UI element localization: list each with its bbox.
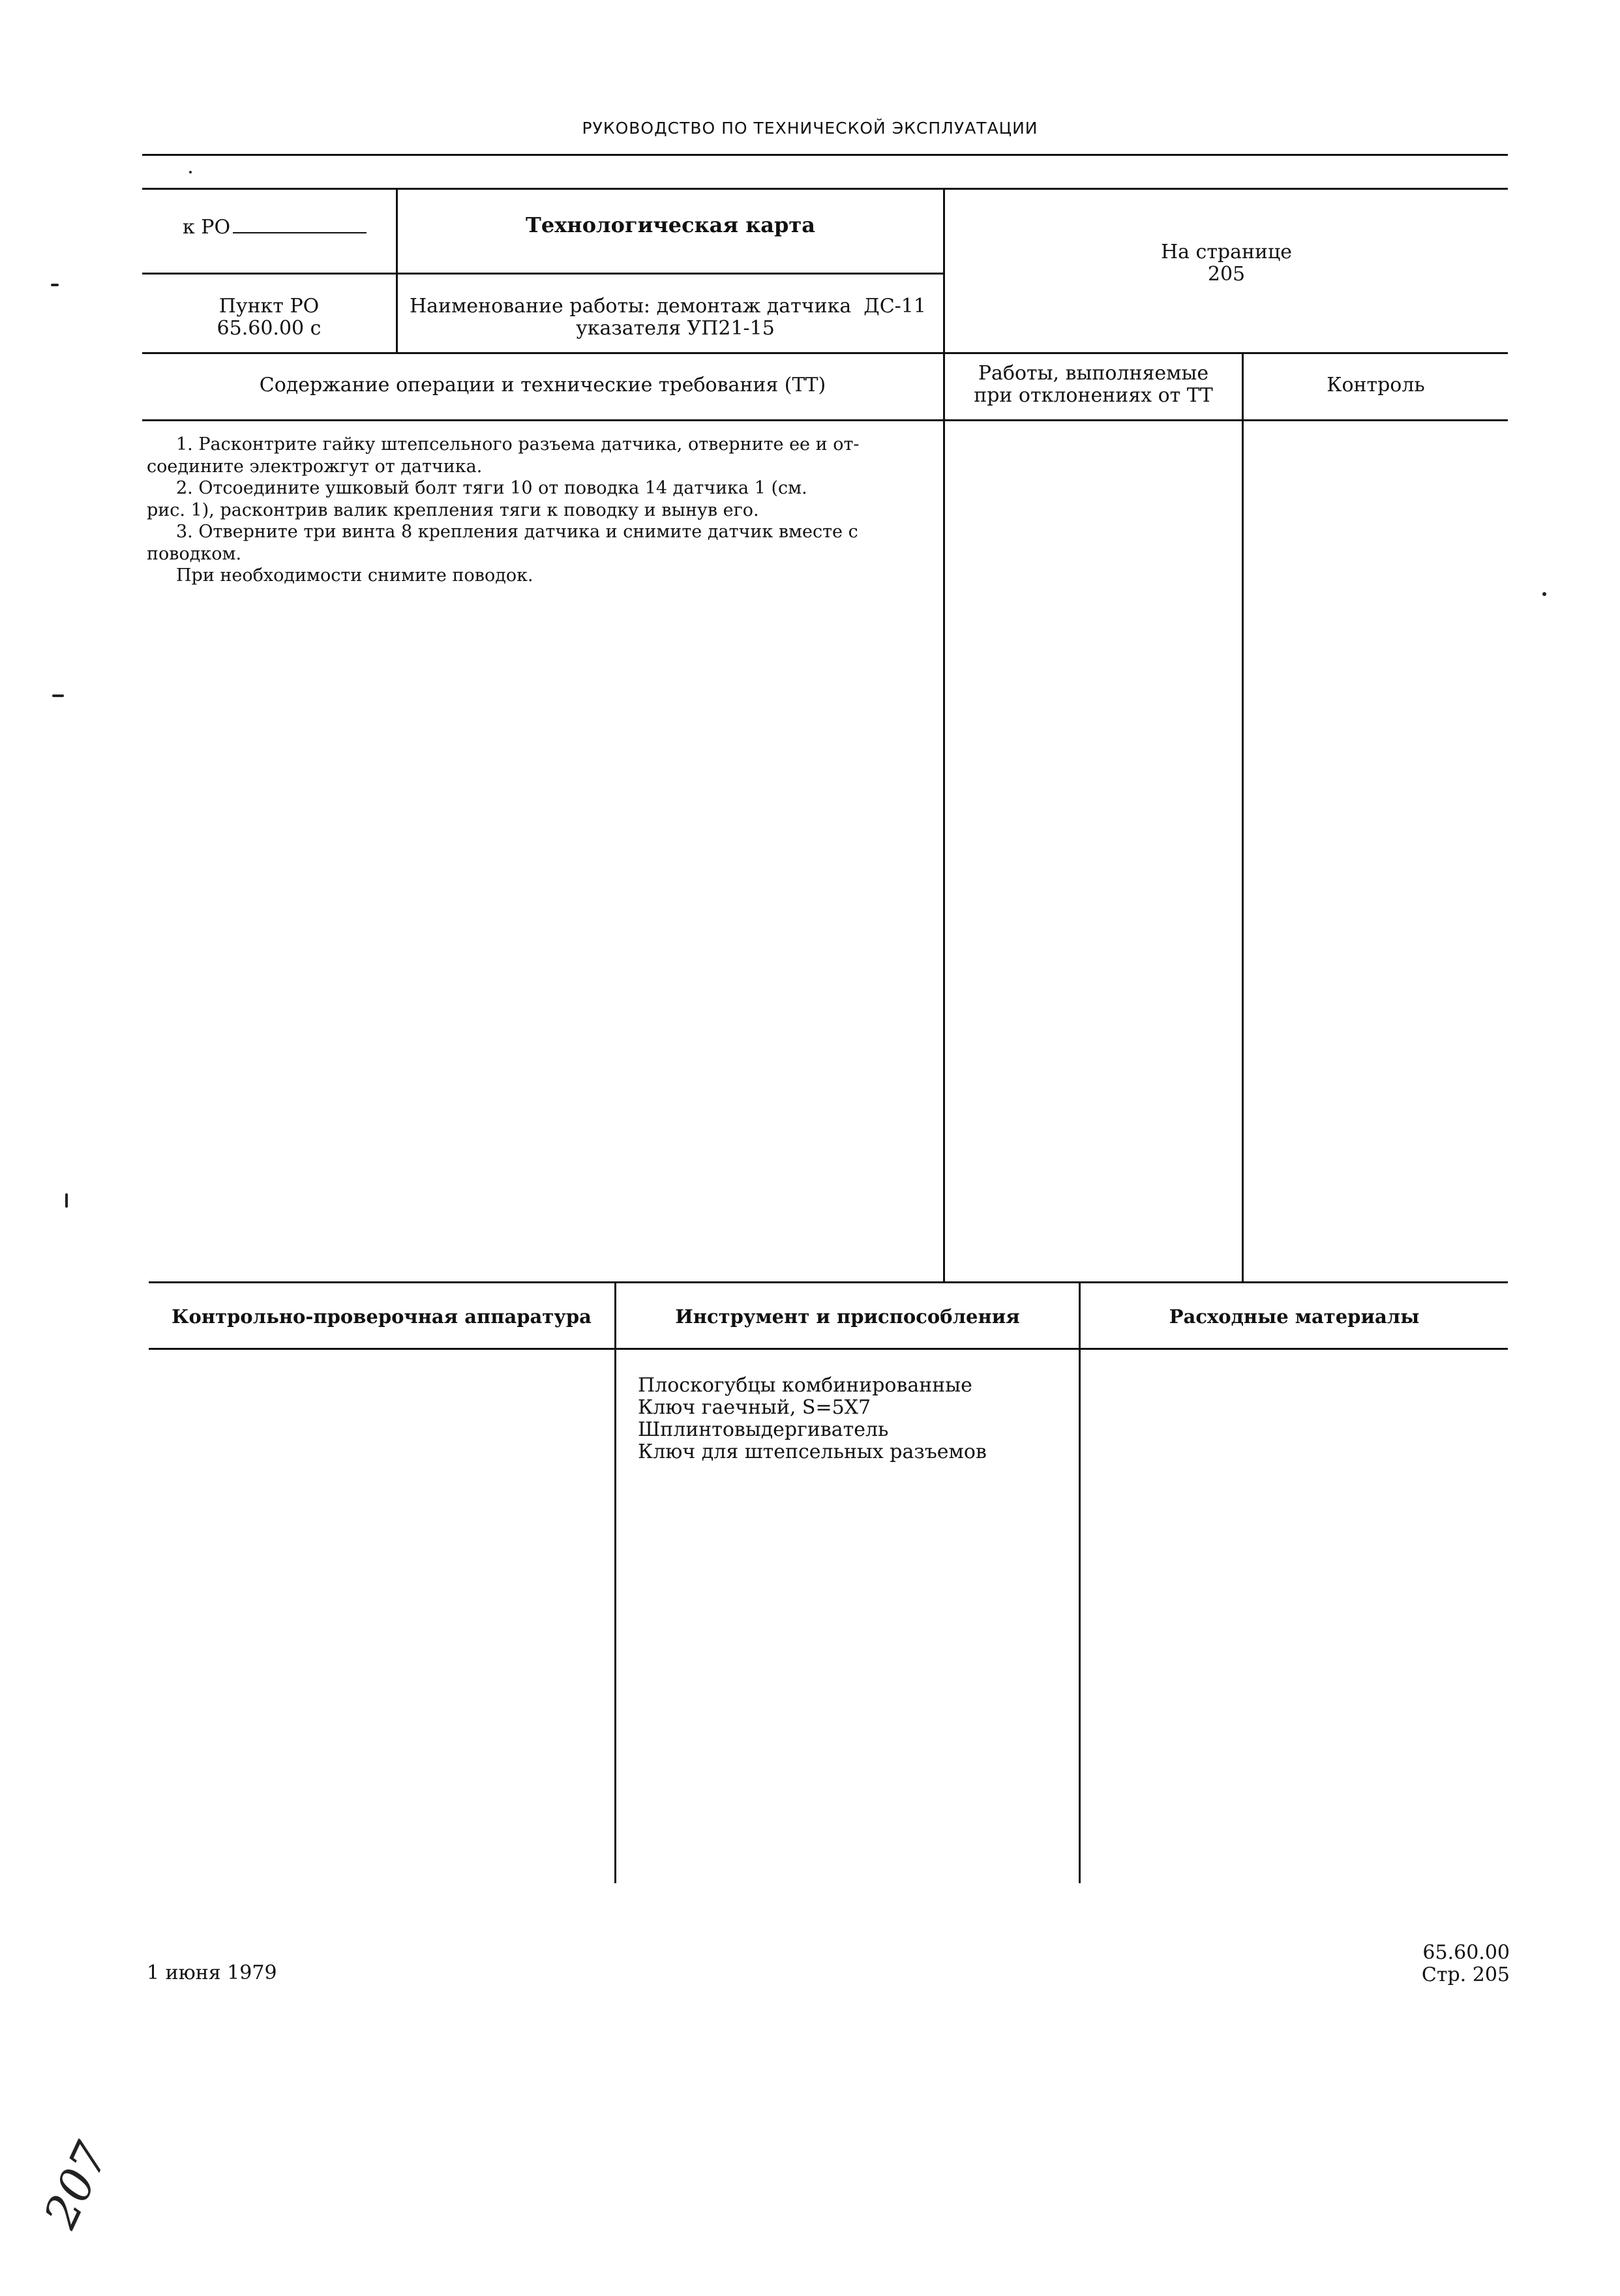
- tools-right-divider: [1079, 1283, 1081, 1883]
- scan-speck: [52, 694, 64, 697]
- tool-item: Ключ для штепсельных разъемов: [638, 1440, 987, 1463]
- operation-column-header: Содержание операции и технические требования (ТТ): [259, 374, 826, 396]
- deviation-column-header: [945, 363, 1242, 407]
- title-row-divider: [142, 273, 943, 275]
- page-label: На странице: [1160, 241, 1293, 263]
- work-name-line2: указателя УП21-15: [576, 317, 775, 340]
- ro-column-divider: [396, 188, 398, 354]
- page-reference: [945, 241, 1508, 286]
- work-name: [410, 295, 941, 340]
- scan-speck: [189, 171, 192, 173]
- column-header-bottom-border: [142, 419, 1508, 421]
- deviation-header-line2: при отклонениях от ТТ: [974, 384, 1213, 407]
- operation-line: 2. Отсоедините ушковый болт тяги 10 от поводка 14 датчика 1 (см.: [176, 478, 807, 498]
- item-label: Пункт РО: [218, 295, 320, 318]
- footer-page: Стр. 205: [1421, 1963, 1510, 1986]
- scan-speck: [1542, 592, 1546, 596]
- test-equipment-header: Контрольно-проверочная аппаратура: [172, 1305, 592, 1328]
- handwritten-page-note: 207: [33, 2134, 119, 2236]
- scan-speck: [65, 1193, 68, 1208]
- operation-line: 1. Расконтрите гайку штепсельного разъема датчика, отверните ее и от-: [176, 434, 860, 455]
- ref-ro-label: к РО: [183, 215, 367, 239]
- page-number: 205: [1207, 263, 1246, 286]
- header-rule: [142, 154, 1508, 156]
- ref-ro-blank: [233, 215, 367, 233]
- tools-list: [638, 1375, 987, 1463]
- item-ro: [142, 295, 396, 340]
- tools-left-divider: [614, 1283, 616, 1883]
- card-title: Технологическая карта: [526, 213, 815, 237]
- materials-header: Расходные материалы: [1169, 1305, 1420, 1328]
- operation-line: соедините электрожгут от датчика.: [147, 456, 483, 477]
- operation-line: 3. Отверните три винта 8 крепления датчика и снимите датчик вместе с: [176, 522, 858, 542]
- work-name-line1: Наименование работы: демонтаж датчика ДС-11: [410, 295, 926, 318]
- item-number: 65.60.00 с: [217, 317, 322, 340]
- operations-column-divider: [943, 188, 945, 1283]
- operations-text: [147, 434, 929, 587]
- operation-line: При необходимости снимите поводок.: [176, 565, 533, 586]
- control-column-divider: [1242, 352, 1244, 1283]
- tool-item: Плоскогубцы комбинированные: [638, 1374, 972, 1397]
- tool-item: Шплинтовыдергиватель: [638, 1418, 889, 1441]
- footer-date: 1 июня 1979: [147, 1961, 277, 1984]
- table-top-border: [142, 188, 1508, 190]
- footer-code: 65.60.00: [1422, 1941, 1510, 1964]
- operation-line: поводком.: [147, 543, 242, 564]
- footer-code-page: [1304, 1942, 1510, 1986]
- lower-table-top-border: [149, 1281, 1508, 1283]
- tool-item: Ключ гаечный, S=5X7: [638, 1396, 871, 1419]
- scan-speck: [51, 284, 59, 286]
- tools-header: Инструмент и приспособления: [675, 1305, 1020, 1328]
- operation-line: рис. 1), расконтрив валик крепления тяги к поводку и вынув его.: [147, 499, 759, 520]
- document-header-title: РУКОВОДСТВО ПО ТЕХНИЧЕСКОЙ ЭКСПЛУАТАЦИИ: [582, 119, 1038, 138]
- control-column-header: Контроль: [1327, 374, 1425, 396]
- lower-header-bottom-border: [149, 1348, 1508, 1350]
- card-header-bottom-border: [142, 352, 1508, 354]
- deviation-header-line1: Работы, выполняемые: [978, 362, 1209, 385]
